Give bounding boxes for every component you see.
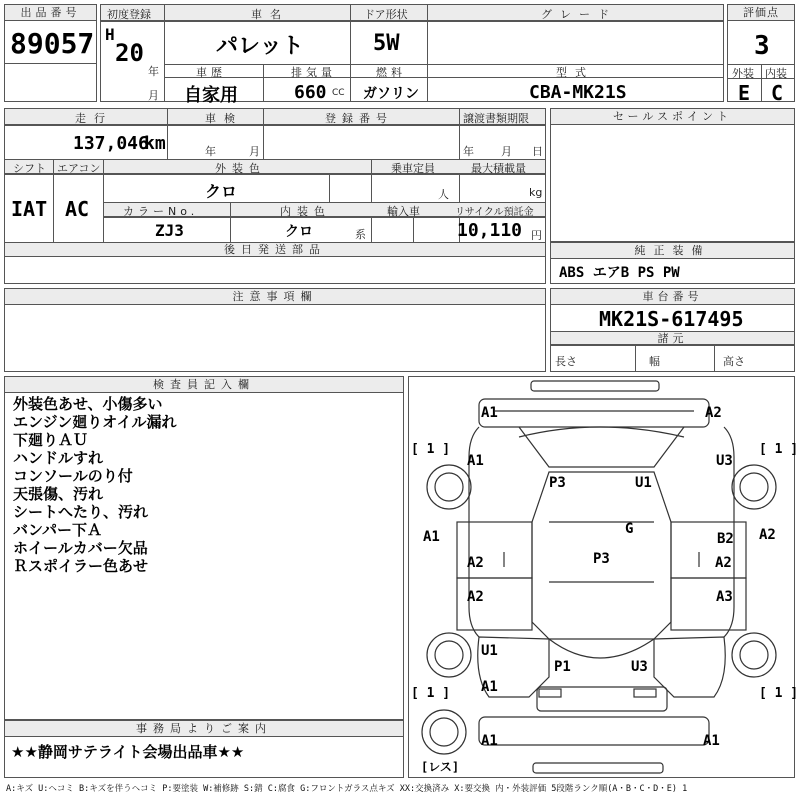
- ext-color-value: クロ: [205, 182, 238, 201]
- color-no-value: ZJ3: [155, 221, 184, 240]
- damage-mark: U3: [716, 453, 733, 469]
- chassis-label: 車台番号: [551, 289, 794, 305]
- capacity-unit: 人: [438, 188, 449, 201]
- inspection-month-unit: 月: [249, 145, 260, 158]
- note-line: バンパー下Ａ: [13, 521, 102, 539]
- first-reg-year-unit: 年: [148, 65, 159, 78]
- legend: A:キズ U:ヘコミ B:キズを伴うヘコミ P:要塗装 W:補修跡 S:錆 C:腐食 G:フロントガラス点キズ XX:交換済み X:要交換 内・外装評価 5段階ランク順(A・B・C・D・E) 1: [6, 784, 688, 794]
- door-value: 5W: [373, 31, 400, 56]
- note-line: ハンドルすれ: [13, 449, 104, 467]
- car-diagram-box: [408, 376, 799, 778]
- damage-mark: A1: [467, 453, 484, 469]
- model-value: CBA-MK21S: [529, 82, 627, 103]
- note-line: エンジン廻りオイル漏れ: [13, 413, 177, 431]
- damage-mark: A2: [759, 527, 776, 543]
- equipment-label: 純正装備: [551, 243, 794, 259]
- spec-width-label: 幅: [649, 355, 660, 368]
- lot-box: [4, 4, 97, 102]
- shift-value: IAT: [11, 197, 48, 221]
- int-color-label: 内装色: [280, 205, 331, 218]
- cautions-label: 注意事項欄: [5, 289, 545, 305]
- spec-length-label: 長さ: [555, 355, 577, 368]
- int-color-value: クロ: [285, 224, 313, 240]
- aircon-value: AC: [65, 197, 90, 221]
- damage-mark: A3: [716, 589, 733, 605]
- model-label: 型式: [556, 66, 594, 79]
- recycle-unit: 円: [531, 229, 542, 242]
- mileage-unit: km: [144, 133, 166, 154]
- note-line: Ｒスポイラー色あせ: [13, 557, 149, 575]
- later-parts-label: 後日発送部品: [5, 243, 545, 257]
- fuel-label: 燃料: [376, 66, 406, 79]
- vehicle-header-block: [100, 4, 724, 106]
- door-label: ドア形状: [364, 8, 408, 21]
- import-label: 輸入車: [387, 205, 420, 218]
- history-value: 自家用: [184, 85, 238, 106]
- chassis-box: [550, 288, 795, 372]
- damage-mark: U1: [481, 643, 498, 659]
- office-box: [4, 720, 404, 778]
- tire-mark: [ 1 ]: [411, 686, 451, 701]
- transfer-day-unit: 日: [532, 145, 543, 158]
- equipment-value: ABS エアB PS PW: [559, 265, 680, 281]
- lot-label: 出品番号: [5, 5, 96, 21]
- lot-number: 89057: [10, 27, 95, 60]
- note-line: シートへたり、汚れ: [13, 503, 149, 521]
- load-label: 最大積載量: [471, 162, 526, 175]
- note-line: ホイールカバー欠品: [13, 539, 148, 557]
- shift-label: シフト: [13, 162, 46, 175]
- damage-mark: P1: [554, 659, 571, 675]
- ext-color-label: 外装色: [215, 162, 266, 175]
- score-value: 3: [754, 31, 770, 61]
- registration-label: 登録番号: [325, 112, 393, 125]
- score-label: 評価点: [728, 5, 794, 21]
- int-score-label: 内装: [765, 67, 787, 80]
- fuel-value: ガソリン: [363, 86, 419, 102]
- ext-score-value: E: [738, 81, 751, 105]
- mileage-value: 137,046: [73, 133, 149, 154]
- score-box: [727, 4, 795, 105]
- damage-mark: A1: [703, 733, 720, 749]
- sales-points-box: [550, 108, 795, 242]
- transfer-label: 譲渡書類期限: [463, 112, 529, 125]
- capacity-label: 乗車定員: [391, 162, 435, 175]
- tire-mark: [ 1 ]: [759, 442, 799, 457]
- color-no-label: カラーNo.: [123, 205, 199, 218]
- tire-mark: [ 1 ]: [759, 686, 799, 701]
- damage-mark: P3: [549, 475, 566, 491]
- history-label: 車歴: [196, 66, 226, 79]
- damage-marks: [423, 405, 776, 749]
- mileage-label: 走行: [75, 112, 113, 125]
- note-line: 天張傷、汚れ: [13, 485, 104, 503]
- aircon-label: エアコン: [57, 162, 101, 175]
- damage-mark: A2: [715, 555, 732, 571]
- chassis-value: MK21S-617495: [599, 307, 744, 331]
- specs-label: 諸元: [551, 331, 794, 345]
- details-block: [4, 108, 546, 284]
- damage-mark: A2: [467, 589, 484, 605]
- ext-score-label: 外装: [732, 67, 754, 80]
- car-name-label: 車名: [251, 8, 289, 21]
- damage-mark: B2: [717, 531, 734, 547]
- inspector-notes: [13, 395, 177, 575]
- damage-mark: A1: [481, 679, 498, 695]
- displacement-unit: CC: [332, 88, 345, 98]
- damage-mark: A2: [705, 405, 722, 421]
- damage-mark: P3: [593, 551, 610, 567]
- displacement-value: 660: [294, 82, 327, 103]
- spare-tire-mark: [レス]: [421, 760, 460, 774]
- damage-mark: A2: [467, 555, 484, 571]
- inspector-label: 検査員記入欄: [5, 377, 403, 393]
- tire-mark: [ 1 ]: [411, 442, 451, 457]
- damage-mark: A1: [481, 405, 498, 421]
- first-reg-label: 初度登録: [107, 8, 151, 21]
- transfer-month-unit: 月: [501, 145, 512, 158]
- first-reg-month-unit: 月: [148, 89, 159, 102]
- note-line: 下廻りＡＵ: [13, 431, 89, 449]
- damage-mark: A1: [481, 733, 498, 749]
- first-reg-era: H: [105, 25, 115, 44]
- car-name: パレット: [216, 34, 304, 59]
- inspector-box: [4, 376, 404, 720]
- first-reg-year: 20: [115, 39, 144, 67]
- grade-label: グレード: [541, 8, 617, 21]
- int-score-value: C: [771, 81, 784, 105]
- damage-mark: U1: [635, 475, 652, 491]
- damage-mark: A1: [423, 529, 440, 545]
- equipment-box: [550, 242, 795, 284]
- car-diagram: [409, 377, 799, 777]
- int-color-suffix: 系: [355, 228, 366, 241]
- displacement-label: 排気量: [291, 66, 336, 79]
- damage-mark: G: [625, 521, 634, 537]
- spec-height-label: 高さ: [723, 355, 745, 368]
- inspection-year-unit: 年: [205, 145, 216, 158]
- transfer-year-unit: 年: [463, 145, 474, 158]
- damage-mark: U3: [631, 659, 648, 675]
- cautions-box: [4, 288, 546, 372]
- office-label: 事務局よりご案内: [5, 721, 403, 737]
- note-line: コンソールのり付: [13, 467, 133, 485]
- office-value: ★★静岡サテライト会場出品車★★: [11, 743, 245, 761]
- load-unit: kg: [529, 186, 543, 199]
- recycle-value: 10,110: [457, 220, 523, 241]
- note-line: 外装色あせ、小傷多い: [13, 395, 163, 413]
- sales-points-label: セールスポイント: [551, 109, 794, 125]
- recycle-label: リサイクル預託金: [455, 207, 534, 218]
- inspection-label: 車検: [205, 112, 243, 125]
